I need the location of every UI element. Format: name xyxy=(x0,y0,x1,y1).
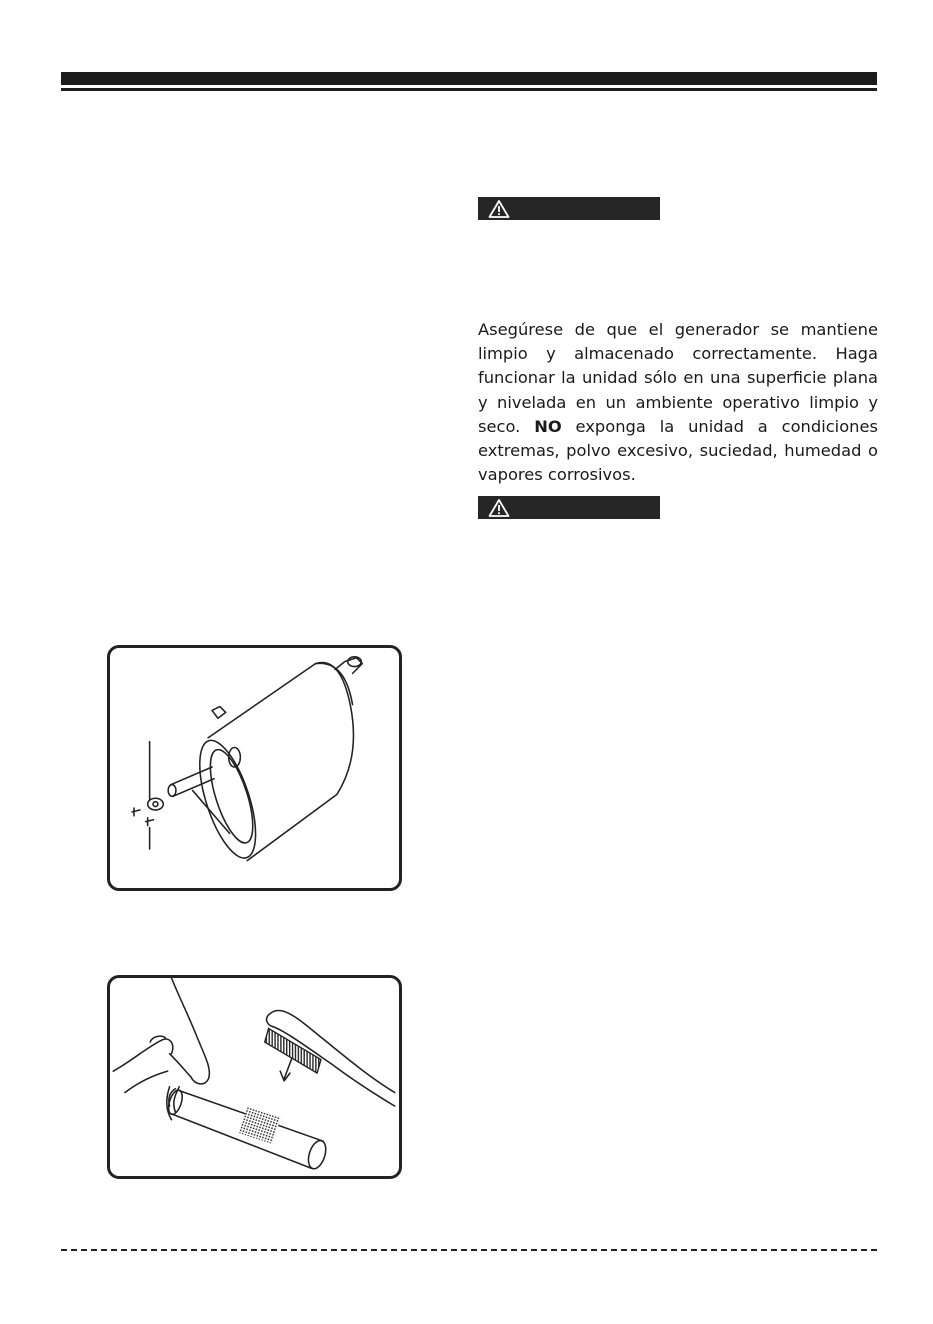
warning-label xyxy=(478,197,660,220)
paragraph-part-1: Asegúrese de que el generador se mantiene limpio y almacenado correctamente. Haga funcionar la unidad sólo en una superficie plana y nivelada en un ambiente operativo limpio y seco. xyxy=(478,320,878,436)
footer-dashed-rule xyxy=(61,1249,877,1251)
header-rule-thin xyxy=(61,88,877,91)
warning-triangle-icon xyxy=(488,498,510,518)
header-rule-thick xyxy=(61,72,877,85)
muffler-figure xyxy=(107,645,402,891)
spark-arrestor-figure xyxy=(107,975,402,1179)
maintenance-paragraph xyxy=(478,318,878,487)
warning-label xyxy=(478,496,660,519)
muffler-disassembly-illustration-icon xyxy=(110,648,399,888)
paragraph-emphasis: NO xyxy=(534,416,562,436)
warning-triangle-icon xyxy=(488,199,510,219)
spark-arrestor-cleaning-illustration-icon xyxy=(110,978,399,1176)
paragraph-part-2: exponga la unidad a condiciones extremas, polvo excesivo, suciedad, humedad o vapores corrosivos. xyxy=(478,416,878,485)
